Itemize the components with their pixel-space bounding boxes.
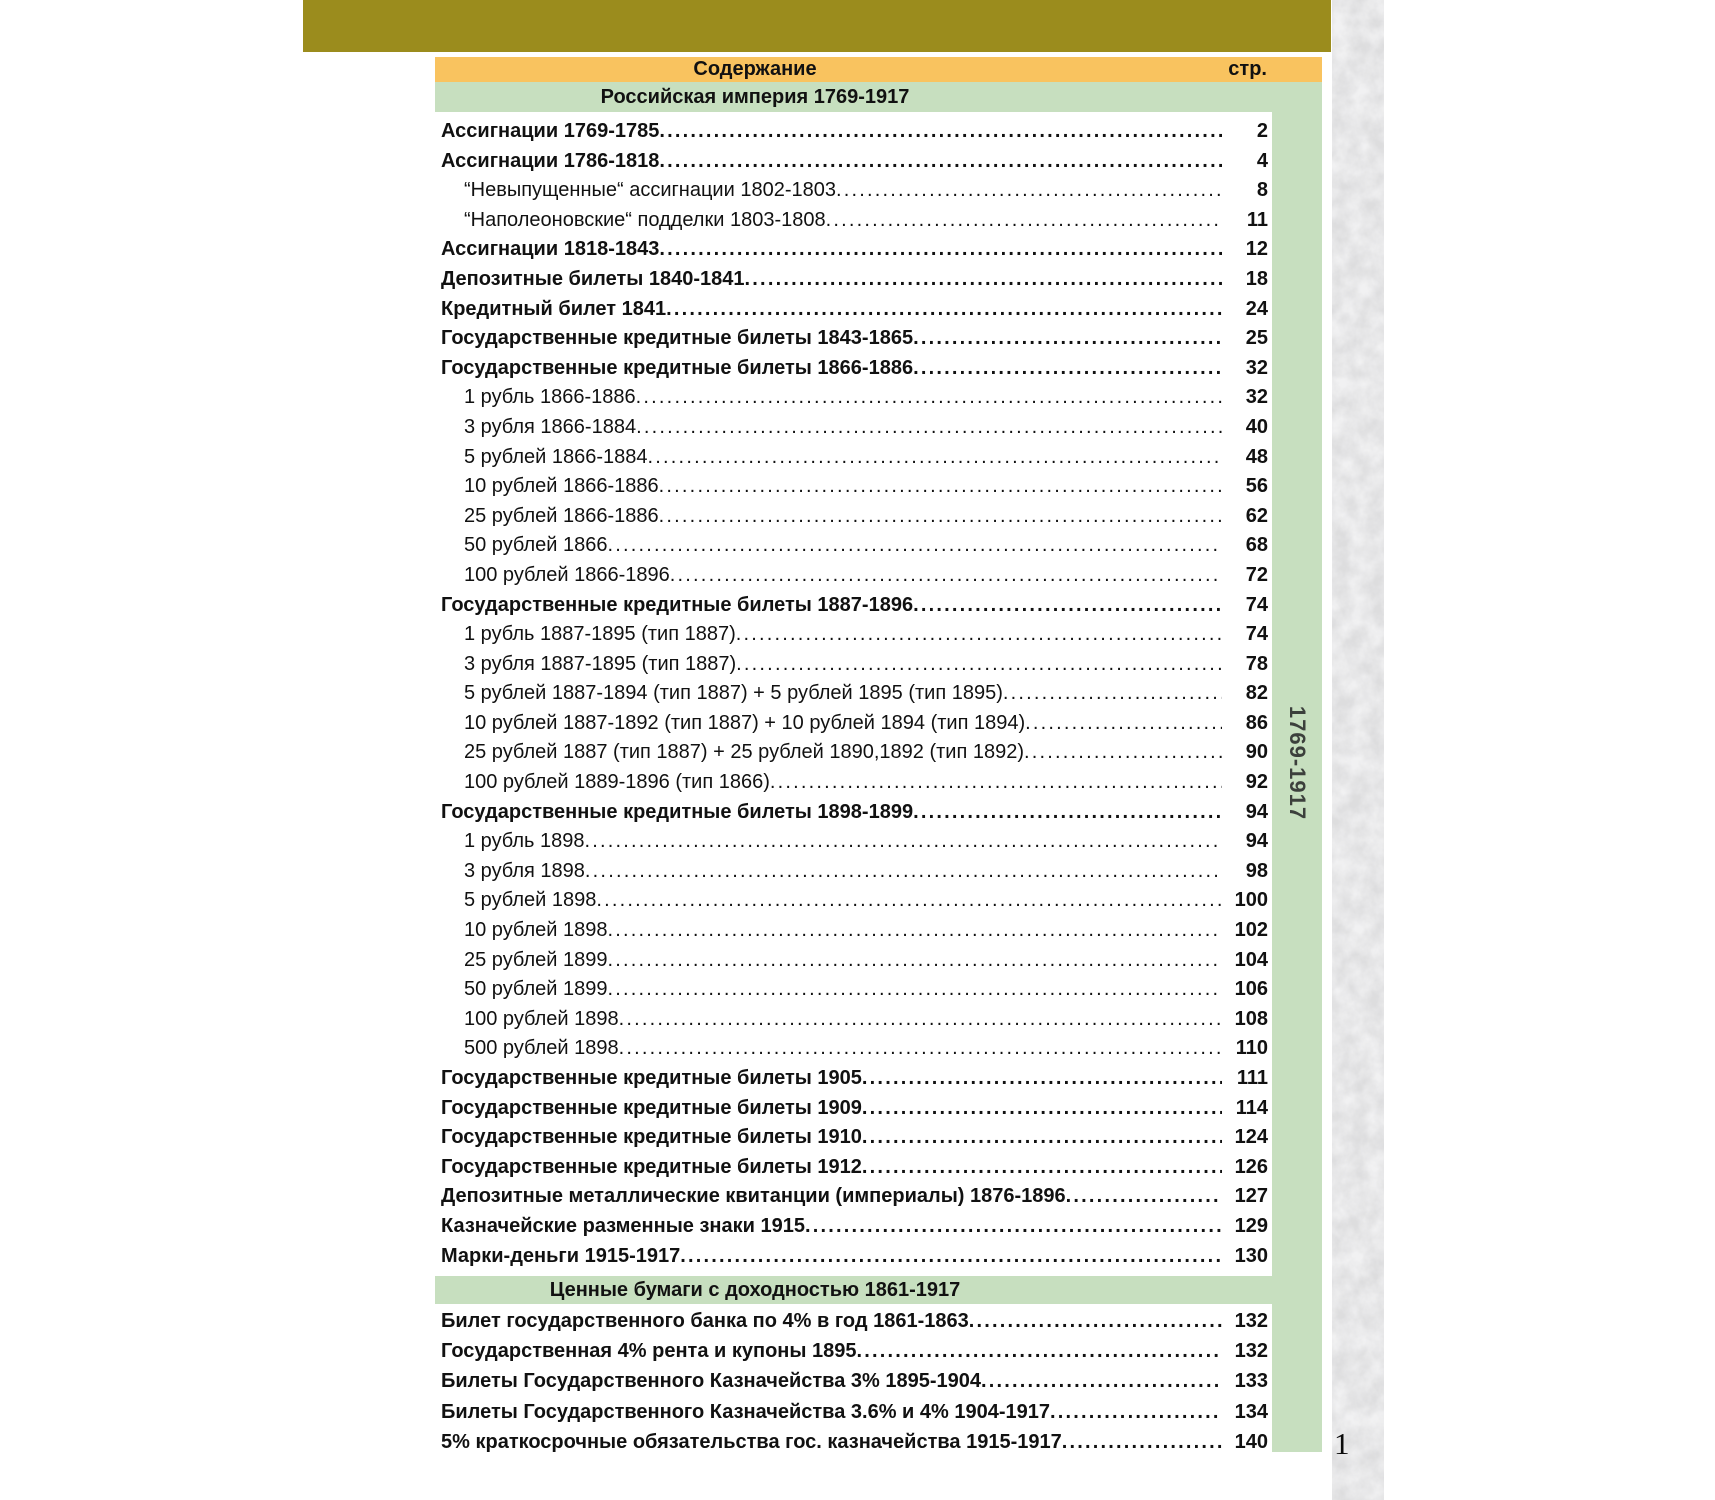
toc-entry (435, 975, 1272, 1005)
dot-leader (680, 1242, 1222, 1272)
dot-leader (659, 502, 1222, 532)
toc-entry (435, 916, 1272, 946)
toc-entry (435, 383, 1272, 413)
toc-entry (435, 502, 1272, 532)
toc-entry (435, 1306, 1272, 1336)
toc-entry (435, 206, 1272, 236)
toc-entry (435, 1336, 1272, 1366)
toc-entry (435, 1123, 1272, 1153)
toc-entry-title: 100 рублей 1866-1896 (464, 563, 670, 586)
toc-entry (435, 679, 1272, 709)
toc-entry-page: 56 (1245, 475, 1268, 498)
toc-entry-title: Государственные кредитные билеты 1898-1899 (441, 800, 914, 823)
toc-entry-page: 94 (1245, 800, 1268, 823)
toc-entry (435, 561, 1272, 591)
dot-leader (913, 798, 1222, 828)
toc-entry-title: 100 рублей 1898 (464, 1007, 619, 1030)
dot-leader (1025, 709, 1222, 739)
toc-entry-page: 132 (1234, 1340, 1268, 1363)
dot-leader (969, 1306, 1222, 1336)
toc-entry-page: 104 (1234, 948, 1268, 971)
marble-texture-strip (1332, 0, 1384, 1500)
toc-entry-title: Казначейские разменные знаки 1915 (441, 1214, 805, 1237)
toc-entry (435, 354, 1272, 384)
toc-entry-title: Государственные кредитные билеты 1866-1886 (441, 356, 914, 379)
dot-leader (862, 1064, 1222, 1094)
toc-entry (435, 235, 1272, 265)
toc-entry-page: 48 (1245, 445, 1268, 468)
toc-entry-page: 86 (1245, 711, 1268, 734)
toc-entry (435, 531, 1272, 561)
toc-entry-page: 132 (1234, 1310, 1268, 1332)
toc-entry-title: Ассигнации 1786-1818 (441, 149, 660, 172)
toc-entry-title: Государственные кредитные билеты 1905 (441, 1067, 862, 1089)
toc-entry-title: 25 рублей 1899 (464, 948, 608, 971)
toc-entry-title: Кредитный билет 1841 (441, 297, 667, 320)
sidebar-era-label (1272, 705, 1322, 821)
dot-leader (636, 383, 1222, 413)
section-title: Ценные бумаги с доходностью 1861-1917 (549, 1279, 961, 1301)
toc-entry (435, 413, 1272, 443)
toc-panel (435, 57, 1322, 1452)
toc-entry-page: 24 (1245, 297, 1268, 320)
toc-entry-title: 1 рубль 1887-1895 (тип 1887) (464, 623, 736, 646)
toc-entry-page: 100 (1234, 889, 1268, 912)
toc-entry (435, 1366, 1272, 1396)
toc-entry-page: 111 (1236, 1067, 1268, 1089)
dot-leader (1062, 1427, 1222, 1457)
toc-entry-title: Государственные кредитные билеты 1910 (441, 1126, 862, 1149)
toc-entry-page: 12 (1245, 238, 1268, 261)
toc-entry-page: 62 (1245, 504, 1268, 527)
dot-leader (608, 946, 1223, 976)
toc-entry-title: 3 рубля 1887-1895 (тип 1887) (464, 652, 737, 675)
toc-entry-title: 100 рублей 1889-1896 (тип 1866) (464, 771, 770, 794)
toc-entry-title: Марки-деньги 1915-1917 (441, 1244, 681, 1267)
toc-entry (435, 591, 1272, 621)
toc-entry-page: 74 (1245, 623, 1268, 646)
toc-entry-title: 5 рублей 1866-1884 (464, 445, 648, 468)
page-column-header: стр. (1228, 58, 1267, 80)
toc-entry-title: “Наполеоновские“ подделки 1803-1808 (464, 208, 826, 231)
toc-entry (435, 176, 1272, 206)
toc-entry-title: 10 рублей 1866-1886 (464, 475, 659, 498)
toc-entry-page: 82 (1245, 682, 1268, 705)
toc-entry-page: 78 (1245, 652, 1268, 675)
dot-leader (981, 1366, 1222, 1396)
toc-entry (435, 147, 1272, 177)
dot-leader (736, 620, 1222, 650)
toc-entry-title: 10 рублей 1898 (464, 919, 608, 942)
toc-entry-title: Государственные кредитные билеты 1912 (441, 1155, 862, 1178)
dot-leader (1024, 738, 1222, 768)
toc-entry (435, 1094, 1272, 1124)
toc-entry-page: 8 (1256, 179, 1268, 202)
toc-entry (435, 709, 1272, 739)
toc-entry (435, 1242, 1272, 1272)
dot-leader (608, 916, 1223, 946)
toc-entry-page: 129 (1234, 1214, 1268, 1237)
dot-leader (745, 265, 1222, 295)
section-header-securities (435, 1276, 1322, 1304)
dot-leader (805, 1212, 1222, 1242)
toc-entry (435, 1034, 1272, 1064)
toc-entry-page: 92 (1245, 771, 1268, 794)
toc-entries-securities (435, 1304, 1272, 1457)
toc-entry (435, 798, 1272, 828)
toc-entry-page: 90 (1245, 741, 1268, 764)
toc-entry (435, 324, 1272, 354)
toc-entry-page: 130 (1234, 1244, 1268, 1267)
toc-entry-page: 74 (1245, 593, 1268, 616)
toc-entry-page: 40 (1245, 415, 1268, 438)
toc-header-bar (435, 57, 1322, 82)
toc-entries-russian-empire (435, 112, 1272, 1276)
toc-entry (435, 738, 1272, 768)
toc-entry-page: 68 (1245, 534, 1268, 557)
toc-entry (435, 1427, 1272, 1457)
era-label-text: 1769-1917 (1285, 705, 1310, 821)
dot-leader (862, 1123, 1222, 1153)
toc-entry-title: Государственные кредитные билеты 1887-1896 (441, 593, 914, 616)
toc-entry-title: Государственная 4% рента и купоны 1895 (441, 1340, 857, 1363)
toc-entry (435, 1153, 1272, 1183)
toc-entry-title: 5 рублей 1898 (464, 889, 597, 912)
toc-entry-title: Билет государственного банка по 4% в год 1861-1863 (441, 1310, 969, 1332)
toc-entry (435, 946, 1272, 976)
toc-entry (435, 1182, 1272, 1212)
toc-entry-title: 1 рубль 1898 (464, 830, 585, 853)
dot-leader (659, 472, 1222, 502)
section-title: Российская империя 1769-1917 (600, 86, 910, 108)
toc-entry-page: 32 (1245, 386, 1268, 409)
toc-entry-title: 25 рублей 1866-1886 (464, 504, 659, 527)
toc-entry-title: Государственные кредитные билеты 1909 (441, 1096, 862, 1119)
toc-entry-page: 2 (1256, 120, 1268, 142)
toc-entry (435, 117, 1272, 147)
toc-entry-title: 3 рубля 1866-1884 (464, 415, 637, 438)
toc-entry (435, 1064, 1272, 1094)
dot-leader (736, 650, 1222, 680)
dot-leader (826, 206, 1222, 236)
dot-leader (857, 1336, 1222, 1366)
toc-entry-title: Ассигнации 1818-1843 (441, 238, 660, 261)
dot-leader (670, 561, 1222, 591)
toc-entry-title: Ассигнации 1769-1785 (441, 120, 660, 142)
toc-entry (435, 265, 1272, 295)
toc-entry (435, 443, 1272, 473)
toc-entry-title: 1 рубль 1866-1886 (464, 386, 636, 409)
dot-leader (585, 857, 1222, 887)
toc-entry (435, 1212, 1272, 1242)
toc-entry-page: 72 (1245, 563, 1268, 586)
toc-entry-title: Депозитные металлические квитанции (империалы) 1876-1896 (441, 1185, 1066, 1208)
toc-entry-title: 5 рублей 1887-1894 (тип 1887) + 5 рублей 1895 (тип 1895) (464, 682, 1003, 705)
dot-leader (836, 176, 1222, 206)
section-header-russian-empire (435, 82, 1322, 112)
top-olive-banner (303, 0, 1331, 52)
dot-leader (619, 1005, 1222, 1035)
toc-entry-page: 114 (1235, 1096, 1268, 1119)
toc-entry-page: 102 (1234, 919, 1268, 942)
toc-entry-page: 126 (1234, 1155, 1268, 1178)
dot-leader (608, 531, 1223, 561)
dot-leader (596, 886, 1222, 916)
dot-leader (913, 591, 1222, 621)
book-page-number: 1 (1334, 1426, 1350, 1461)
toc-entry-page: 127 (1234, 1185, 1268, 1208)
toc-entry (435, 620, 1272, 650)
toc-entry-page: 94 (1245, 830, 1268, 853)
toc-entry-title: 25 рублей 1887 (тип 1887) + 25 рублей 1890,1892 (тип 1892) (464, 741, 1025, 764)
toc-entry-page: 11 (1246, 208, 1268, 231)
dot-leader (636, 413, 1222, 443)
dot-leader (1066, 1182, 1222, 1212)
toc-title: Содержание (693, 58, 817, 80)
toc-entry (435, 650, 1272, 680)
dot-leader (659, 147, 1222, 177)
toc-entry-title: 50 рублей 1866 (464, 534, 608, 557)
dot-leader (770, 768, 1222, 798)
dot-leader (659, 117, 1222, 147)
toc-entry-page: 140 (1234, 1430, 1268, 1453)
dot-leader (608, 975, 1223, 1005)
dot-leader (648, 443, 1222, 473)
dot-leader (659, 235, 1222, 265)
toc-entry-page: 98 (1245, 859, 1268, 882)
toc-entry (435, 472, 1272, 502)
toc-entry (435, 827, 1272, 857)
toc-entry-page: 108 (1234, 1007, 1268, 1030)
toc-entry-title: Билеты Государственного Казначейства 3.6% и 4% 1904-1917 (441, 1400, 1050, 1423)
dot-leader (862, 1153, 1222, 1183)
toc-entry-title: 5% краткосрочные обязательства гос. казначейства 1915-1917 (441, 1430, 1062, 1453)
toc-entry-title: 10 рублей 1887-1892 (тип 1887) + 10 рублей 1894 (тип 1894) (464, 711, 1026, 734)
toc-entry (435, 857, 1272, 887)
toc-entry-title: “Невыпущенные“ ассигнации 1802-1803 (464, 179, 836, 202)
dot-leader (1050, 1397, 1222, 1427)
dot-leader (862, 1094, 1222, 1124)
dot-leader (1003, 679, 1222, 709)
toc-entry-title: 50 рублей 1899 (464, 978, 608, 1001)
toc-entry-page: 106 (1234, 978, 1268, 1001)
toc-entry-page: 4 (1256, 149, 1268, 172)
toc-entry-page: 134 (1234, 1400, 1268, 1423)
toc-entry-page: 18 (1245, 267, 1268, 290)
toc-entry-page: 124 (1234, 1126, 1268, 1149)
toc-entry-page: 25 (1245, 327, 1268, 350)
dot-leader (585, 827, 1223, 857)
dot-leader (666, 295, 1222, 325)
toc-entry (435, 768, 1272, 798)
toc-entry-page: 32 (1245, 356, 1268, 379)
dot-leader (619, 1034, 1222, 1064)
toc-entry (435, 1397, 1272, 1427)
toc-entry-page: 110 (1235, 1037, 1268, 1060)
toc-entry-title: 3 рубля 1898 (464, 859, 585, 882)
toc-entry-title: Государственные кредитные билеты 1843-1865 (441, 327, 914, 350)
dot-leader (913, 354, 1222, 384)
toc-entry-title: Депозитные билеты 1840-1841 (441, 267, 745, 290)
toc-entry-title: 500 рублей 1898 (464, 1037, 619, 1060)
dot-leader (913, 324, 1222, 354)
toc-entry (435, 886, 1272, 916)
toc-entry-page: 133 (1234, 1370, 1268, 1393)
toc-entry (435, 295, 1272, 325)
toc-entry (435, 1005, 1272, 1035)
toc-entry-title: Билеты Государственного Казначейства 3% 1895-1904 (441, 1370, 981, 1393)
